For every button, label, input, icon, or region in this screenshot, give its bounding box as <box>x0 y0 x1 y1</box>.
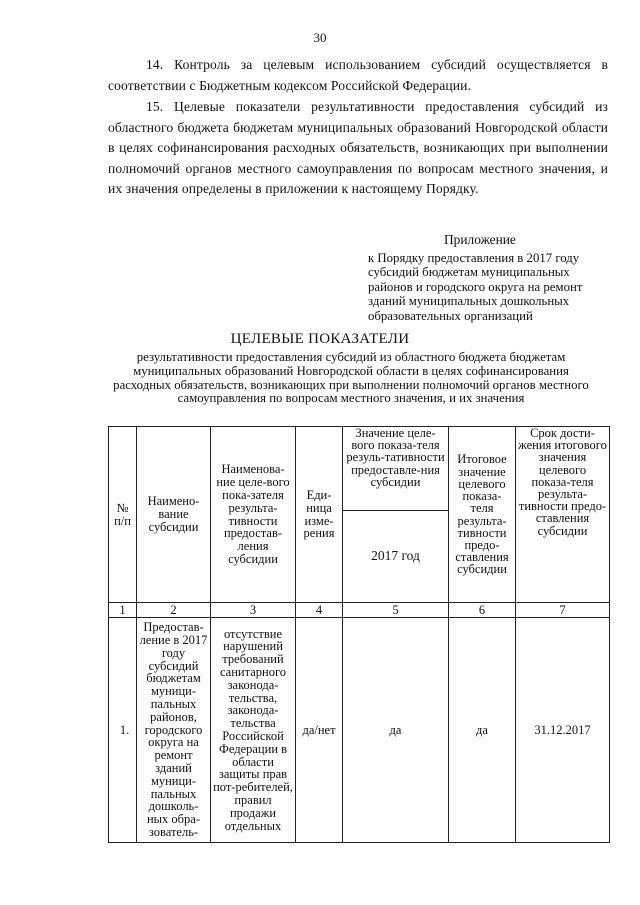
row-final: да <box>449 618 516 843</box>
row-num: 1. <box>109 618 137 843</box>
row-subsidy: Предостав-ление в 2017 году субсидий бюджетам муници-пальных районов, городского округа на ремонт зданий муници-пальных дошколь-ных обра-зователь- <box>137 618 211 843</box>
col-number: 3 <box>211 603 296 618</box>
header-value: Значение целе-вого показа-теля резуль-тативности предоставле-ния субсидии <box>343 427 449 511</box>
header-subsidy: Наимено-вание субсидии <box>137 427 211 603</box>
header-final: Итоговое значение целевого показа-теля результа-тивности предо-ставления субсидии <box>449 427 516 603</box>
indicators-table <box>108 426 610 843</box>
row-deadline: 31.12.2017 <box>516 618 610 843</box>
document-title: ЦЕЛЕВЫЕ ПОКАЗАТЕЛИ <box>230 331 410 347</box>
page-number: 30 <box>313 30 327 45</box>
col-number: 6 <box>449 603 516 618</box>
col-number: 4 <box>296 603 343 618</box>
col-number: 2 <box>137 603 211 618</box>
document-subtitle: результативности предоставления субсидий из областного бюджета бюджетам муниципальных образований Новгородской области в целях софинансирования расходных обязательств, возникающих при выполнении полномочий органов местного самоуправления по вопросам местного значения, и их значения <box>113 350 589 406</box>
row-value: да <box>343 618 449 843</box>
header-num: № п/п <box>109 427 137 603</box>
header-unit: Еди-ница изме-рения <box>296 427 343 603</box>
col-number: 7 <box>516 603 610 618</box>
row-indicator: отсутствие нарушений требований санитарного законода-тельства, законода-тельства Российской Федерации в области защиты прав пот-ребителей, правил продажи отдельных <box>211 618 296 843</box>
header-indicator: Наименова-ние целе-вого пока-зателя результа-тивности предостав-ления субсидии <box>211 427 296 603</box>
appendix-text: к Порядку предоставления в 2017 году субсидий бюджетам муниципальных районов и городского округа на ремонт зданий муниципальных дошкольных образовательных организаций <box>368 251 583 323</box>
header-deadline: Срок дости-жения итогового значения целевого показа-теля результа-тивности предо-ставления субсидии <box>516 427 610 603</box>
table-row <box>109 618 610 843</box>
paragraph-15: 15. Целевые показатели результативности предоставления субсидий из областного бюджета бюджетам муниципальных образований Новгородской области в целях софинансирования расходных обязательств, возникающих при выполнении полномочий органов местного самоуправления по вопросам местного значения, и их значения определены в приложении к настоящему Порядку. <box>108 99 608 196</box>
col-number: 5 <box>343 603 449 618</box>
col-number: 1 <box>109 603 137 618</box>
paragraph-14: 14. Контроль за целевым использованием субсидий осуществляется в соответствии с Бюджетным кодексом Российской Федерации. <box>108 57 608 93</box>
row-unit: да/нет <box>296 618 343 843</box>
appendix-title: Приложение <box>444 232 516 247</box>
header-year: 2017 год <box>343 511 449 603</box>
